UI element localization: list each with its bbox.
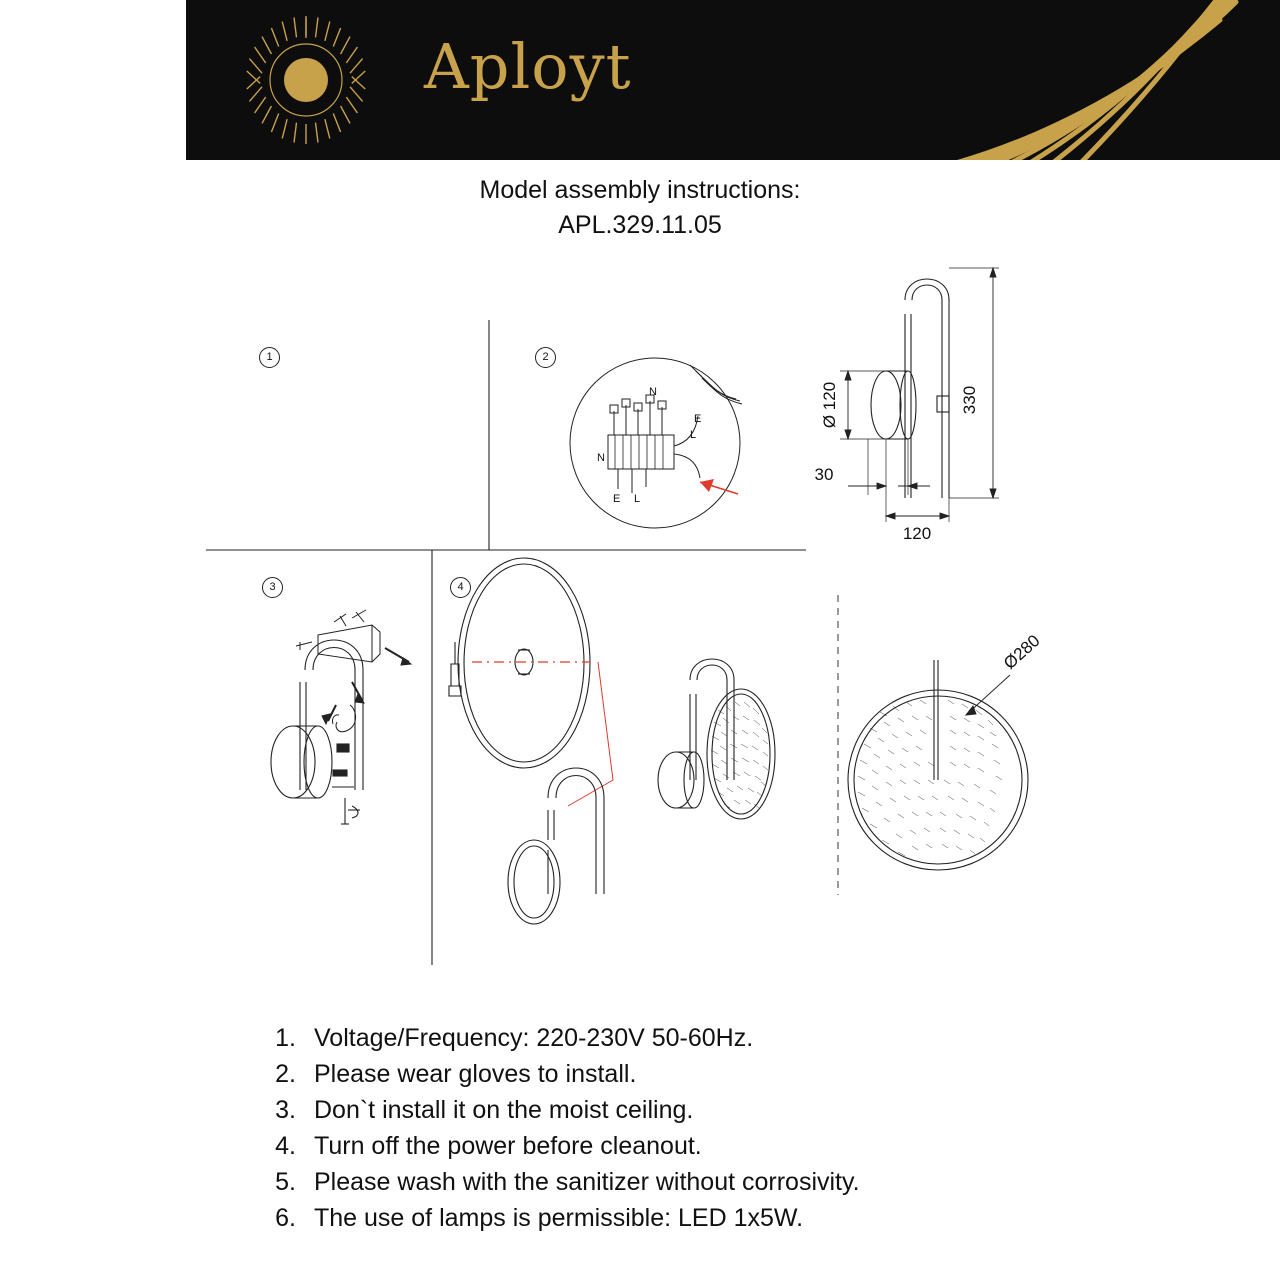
step2-illustration xyxy=(570,358,742,528)
fan-rays-icon xyxy=(800,0,1280,160)
dim-depth-label: 30 xyxy=(814,465,834,484)
note-number: 6. xyxy=(275,1204,296,1232)
note-item xyxy=(250,1020,1070,1056)
step3-illustration xyxy=(271,640,363,824)
assembled-unit-illustration xyxy=(658,659,775,819)
brand-banner xyxy=(186,0,1280,160)
dim-width-label: 120 xyxy=(902,524,932,543)
note-number: 5. xyxy=(275,1168,296,1196)
note-number: 2. xyxy=(275,1060,296,1088)
note-number: 4. xyxy=(275,1132,296,1160)
wire-label-e-bottom: E xyxy=(613,493,621,505)
page-title: Model assembly instructions: xyxy=(479,176,801,204)
step-badge-3: 3 xyxy=(262,577,283,598)
step-badge-1: 1 xyxy=(259,347,280,368)
wire-label-l-bottom: L xyxy=(634,493,641,505)
safety-notes-list xyxy=(250,1020,1070,1236)
step1-illustration xyxy=(296,610,411,732)
note-text: Turn off the power before cleanout. xyxy=(314,1132,702,1160)
diagram-svg xyxy=(0,250,1280,990)
note-number: 1. xyxy=(275,1024,296,1052)
sunburst-logo-icon xyxy=(238,12,374,148)
dim-base-diameter-label: Ø 120 xyxy=(820,381,839,429)
note-text: Please wash with the sanitizer without corrosivity. xyxy=(314,1168,860,1196)
dim-ring-diameter-label: Ø280 xyxy=(999,631,1044,673)
note-text: Voltage/Frequency: 220-230V 50-60Hz. xyxy=(314,1024,754,1052)
assembly-diagram xyxy=(0,250,1280,990)
note-item xyxy=(250,1164,1070,1200)
step4-illustration xyxy=(449,558,613,924)
note-item xyxy=(250,1128,1070,1164)
ring-diameter-drawing xyxy=(838,595,1028,895)
note-text: Please wear gloves to install. xyxy=(314,1060,637,1088)
note-item xyxy=(250,1200,1070,1236)
note-item xyxy=(250,1092,1070,1128)
brand-name: Aployt xyxy=(424,30,632,103)
model-number: APL.329.11.05 xyxy=(558,211,722,239)
note-number: 3. xyxy=(275,1096,296,1124)
wire-label-e-top: E xyxy=(694,413,702,425)
note-text: Don`t install it on the moist ceiling. xyxy=(314,1096,694,1124)
note-item xyxy=(250,1056,1070,1092)
note-text: The use of lamps is permissible: LED 1x5W. xyxy=(314,1204,804,1232)
step-badge-4: 4 xyxy=(450,577,471,598)
step-badge-2: 2 xyxy=(535,347,556,368)
wire-label-n-top: N xyxy=(649,386,657,398)
dim-height-label: 330 xyxy=(960,385,979,415)
wire-label-n-bottom: N xyxy=(597,452,605,464)
wire-label-l-top: L xyxy=(690,429,697,441)
